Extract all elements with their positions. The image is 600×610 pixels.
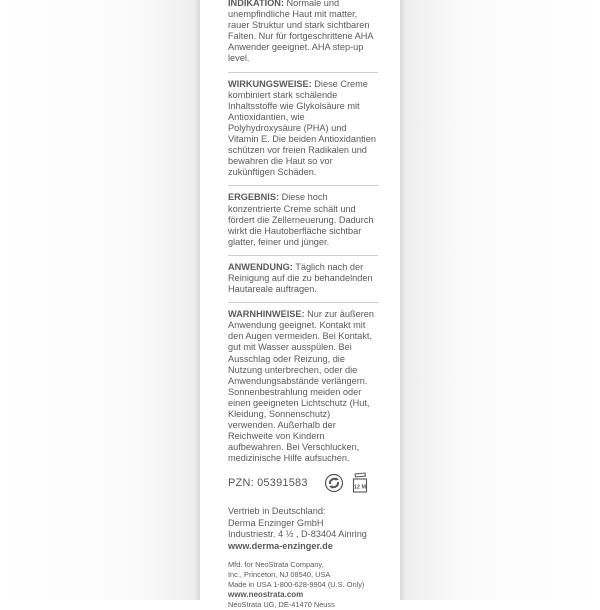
mode-of-action-paragraph — [228, 79, 378, 179]
distribution-line: Vertrieb in Deutschland: — [228, 506, 326, 517]
indication-heading: INDIKATION: — [228, 0, 284, 8]
distribution-line: Derma Enzinger GmbH — [228, 517, 324, 528]
manufacturer-line: NeoStrata UG, DE-41470 Neuss — [228, 600, 335, 610]
mode-of-action-text: Diese Creme kombiniert stark schälende Inhaltsstoffe wie Glykolsäure mit Antioxidantien, wie Polyhydroxysäure (PHA) und Vitamin E. Die beiden Antioxidantien schützen vor freien Radikalen und bewahren die Haut so vor zukünftigen Schäden. — [228, 78, 376, 178]
manufacturer-line: Made in USA 1-800-628-9904 (U.S. Only) — [228, 580, 365, 590]
tube-right-shading — [400, 0, 600, 600]
manufacturer-line: Inc., Princeton, NJ 08540, USA — [228, 570, 331, 580]
warnings-paragraph — [228, 309, 378, 464]
distribution-block — [228, 506, 378, 552]
distributor-website-link: www.derma-enzinger.de — [228, 540, 333, 551]
divider — [228, 302, 378, 303]
warnings-heading: WARNHINWEISE: — [228, 309, 305, 320]
usage-text: Täglich nach der Reinigung auf die zu behandelnden Hautareale auftragen. — [228, 261, 373, 295]
usage-paragraph — [228, 262, 378, 295]
manufacturer-block — [228, 560, 378, 610]
label-text-column — [228, 0, 378, 610]
pzn-row — [228, 472, 378, 494]
divider — [228, 72, 378, 73]
open-jar-icon — [352, 472, 368, 494]
pzn-number: PZN: 05391583 — [228, 476, 308, 489]
indication-paragraph — [228, 0, 378, 65]
mode-of-action-heading: WIRKUNGSWEISE: — [228, 78, 312, 89]
result-paragraph — [228, 192, 378, 247]
divider — [228, 255, 378, 256]
manufacturer-line: Mfd. for NeoStrata Company, — [228, 560, 324, 570]
indication-text: Normale und unempfindliche Haut mit matter, rauer Struktur und stark sichtbaren Falten. Nur für fortgeschrittene AHA Anwender geeignet. AHA step-up level. — [228, 0, 374, 64]
symbol-group — [324, 472, 368, 494]
distribution-line: Industriestr. 4 ½ , D-83404 Ainring — [228, 529, 367, 540]
warnings-text: Nur zur äußeren Anwendung geeignet. Kontakt mit den Augen vermeiden. Bei Kontakt, gut mit Wasser ausspülen. Bei Ausschlag oder Reizung, die Nutzung unterbrechen, oder die Anwendungsabstände verlängern. Sonnenbestrahlung meiden oder einen geeigneten Lichtschutz (Hut, Kleidung, Sonnenschutz) verwenden. Außerhalb der Reichweite von Kindern aufbewahren. Bei Verschlucken, medizinische Hilfe aufsuchen. — [228, 309, 375, 464]
result-text: Diese hoch konzentrierte Creme schält und fördert die Zellerneuerung. Dadurch wirkt die Hautoberfläche sichtbar glatter, feiner und jünger. — [228, 192, 374, 247]
recycle-arrows-icon — [324, 473, 344, 493]
tube-left-shading — [0, 0, 200, 600]
manufacturer-website-link: www.neostrata.com — [228, 590, 304, 600]
usage-heading: ANWENDUNG: — [228, 261, 293, 272]
result-heading: ERGEBNIS: — [228, 192, 280, 203]
divider — [228, 185, 378, 186]
pao-label: 12 M — [353, 484, 366, 491]
